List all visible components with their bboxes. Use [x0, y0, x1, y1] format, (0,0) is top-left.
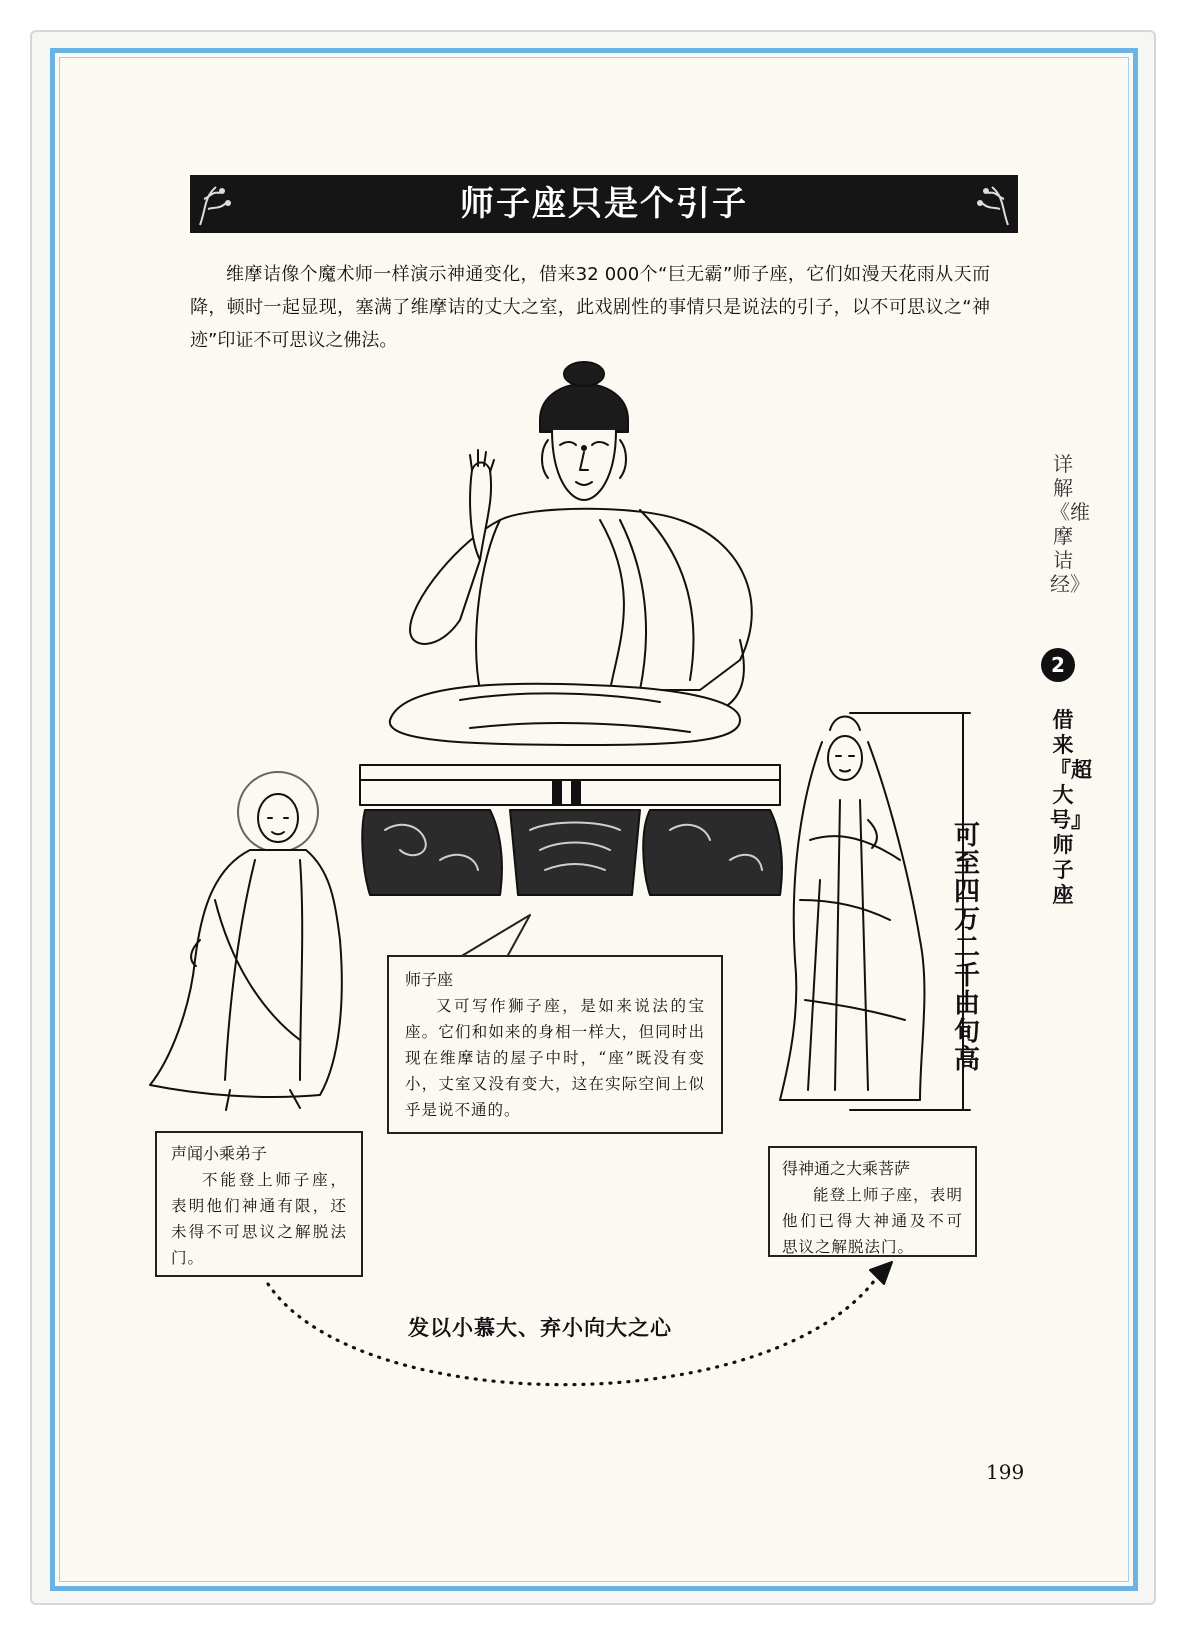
throne-callout-title: 师子座	[405, 970, 454, 989]
arrow-label: 发以小慕大、弃小向大之心	[408, 1316, 672, 1340]
intro-paragraph: 维摩诘像个魔术师一样演示神通变化，借来32 000个“巨无霸”师子座，它们如漫天花雨从天而降，顿时一起显现，塞满了维摩诘的丈大之室，此戏剧性的事情只是说法的引子，以不可思议之“神迹”印证不可思议之佛法。	[190, 264, 990, 351]
sidebar-book-title: 详解《维摩诘经》	[1050, 452, 1090, 596]
throne-callout	[387, 955, 723, 1134]
throne-callout-body: 又可写作狮子座，是如来说法的宝座。它们和如来的身相一样大，但同时出现在维摩诘的屋子中时，“座”既没有变小，丈室又没有变大，这在实际空间上似乎是说不通的。	[405, 997, 705, 1119]
sravaka-callout-title: 声闻小乘弟子	[171, 1144, 268, 1163]
sidebar-chapter-title: 借来『超大号』师子座	[1050, 708, 1092, 907]
buddha-figure	[390, 362, 752, 745]
height-label: 可至四万二千由旬高	[953, 821, 980, 1075]
bodhisattva-callout-body: 能登上师子座，表明他们已得大神通及不可思议之解脱法门。	[782, 1186, 963, 1256]
sravaka-callout	[155, 1131, 363, 1277]
monk-figure	[150, 772, 342, 1110]
sravaka-callout-body: 不能登上师子座，表明他们神通有限，还未得不可思议之解脱法门。	[171, 1171, 347, 1267]
page-title: 师子座只是个引子	[460, 184, 748, 224]
bodhisattva-callout	[768, 1146, 977, 1257]
page-number: 199	[986, 1460, 1025, 1484]
bodhisattva-callout-title: 得神通之大乘菩萨	[782, 1159, 911, 1178]
lion-throne	[360, 765, 782, 895]
bodhisattva-figure	[780, 717, 924, 1101]
chapter-number-badge: 2	[1041, 648, 1075, 682]
